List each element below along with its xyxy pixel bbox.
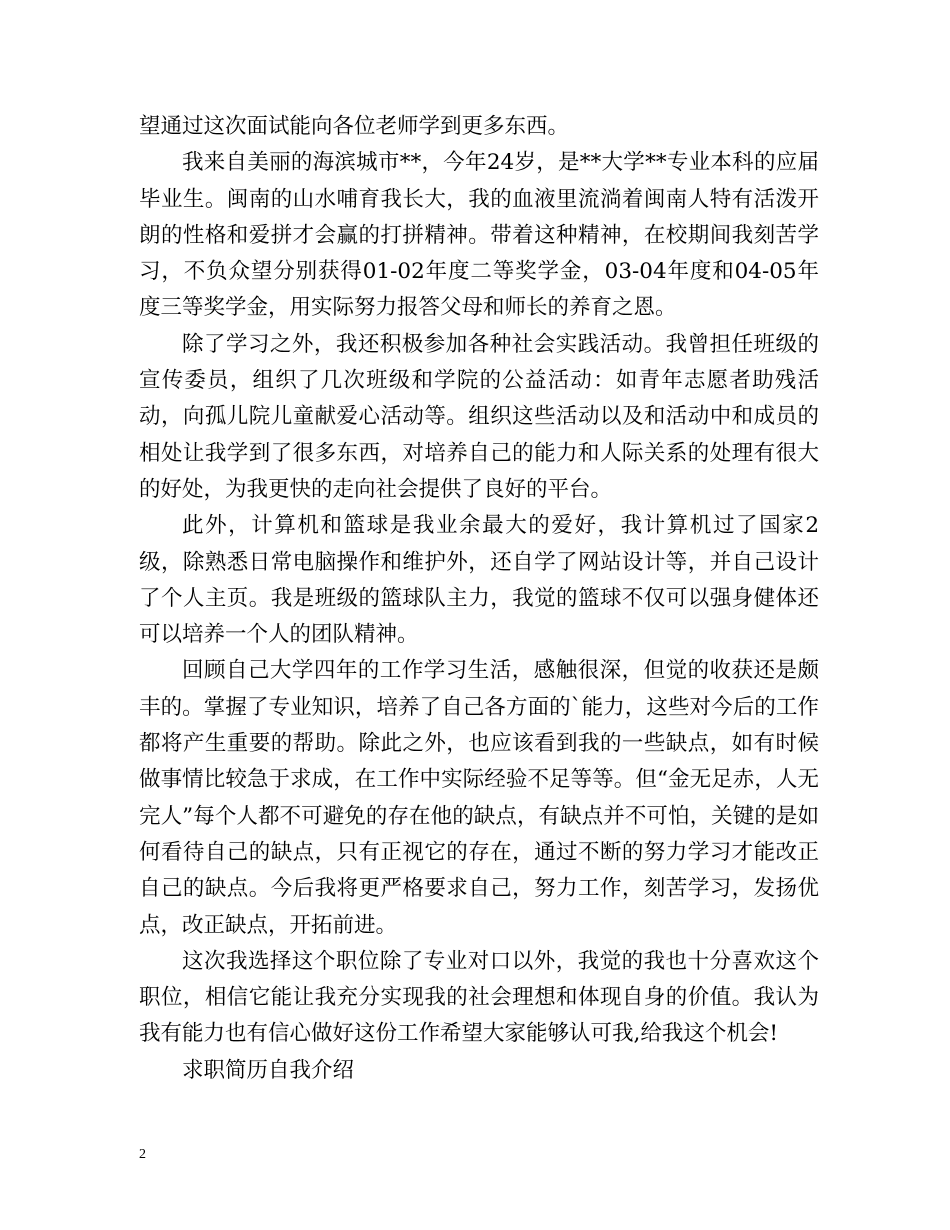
- paragraph-closing-title: 求职简历自我介绍: [182, 1057, 355, 1083]
- paragraph-continuation: 望通过这次面试能向各位老师学到更多东西。: [139, 114, 570, 139]
- document-body: [139, 109, 819, 1089]
- paragraph-hobbies: 此外，计算机和篮球是我业余最大的爱好，我计算机过了国家2级，除熟悉日常电脑操作和维护外，还自学了网站设计等，并自己设计了个人主页。我是班级的篮球队主力，我觉的篮球不仅可以强身健体还可以培养一个人的团队精神。: [139, 513, 819, 648]
- page-number: 2: [139, 1147, 146, 1162]
- paragraph-background: 我来自美丽的海滨城市**，今年24岁，是**大学**专业本科的应届毕业生。闽南的山水哺育我长大，我的血液里流淌着闽南人特有活泼开朗的性格和爱拼才会赢的打拼精神。带着这种精神，在校期间我刻苦学习，不负众望分别获得01-02年度二等奖学金，03-04年度和04-05年度三等奖学金，用实际努力报答父母和师长的养育之恩。: [139, 150, 819, 321]
- paragraph-motivation: 这次我选择这个职位除了专业对口以外，我觉的我也十分喜欢这个职位，相信它能让我充分实现我的社会理想和体现自身的价值。我认为我有能力也有信心做好这份工作希望大家能够认可我,给我这个机会!: [139, 948, 819, 1047]
- paragraph-activities: 除了学习之外，我还积极参加各种社会实践活动。我曾担任班级的宣传委员，组织了几次班级和学院的公益活动：如青年志愿者助残活动，向孤儿院儿童献爱心活动等。组织这些活动以及和活动中和成员的相处让我学到了很多东西，对培养自己的能力和人际关系的处理有很大的好处，为我更快的走向社会提供了良好的平台。: [139, 331, 819, 502]
- paragraph-reflection: 回顾自己大学四年的工作学习生活，感触很深，但觉的收获还是颇丰的。掌握了专业知识，培养了自己各方面的`能力，这些对今后的工作都将产生重要的帮助。除此之外，也应该看到我的一些缺点，如有时候做事情比较急于求成，在工作中实际经验不足等等。但“金无足赤，人无完人”每个人都不可避免的存在他的缺点，有缺点并不可怕，关键的是如何看待自己的缺点，只有正视它的存在，通过不断的努力学习才能改正自己的缺点。今后我将更严格要求自己，努力工作，刻苦学习，发扬优点，改正缺点，开拓前进。: [139, 658, 819, 938]
